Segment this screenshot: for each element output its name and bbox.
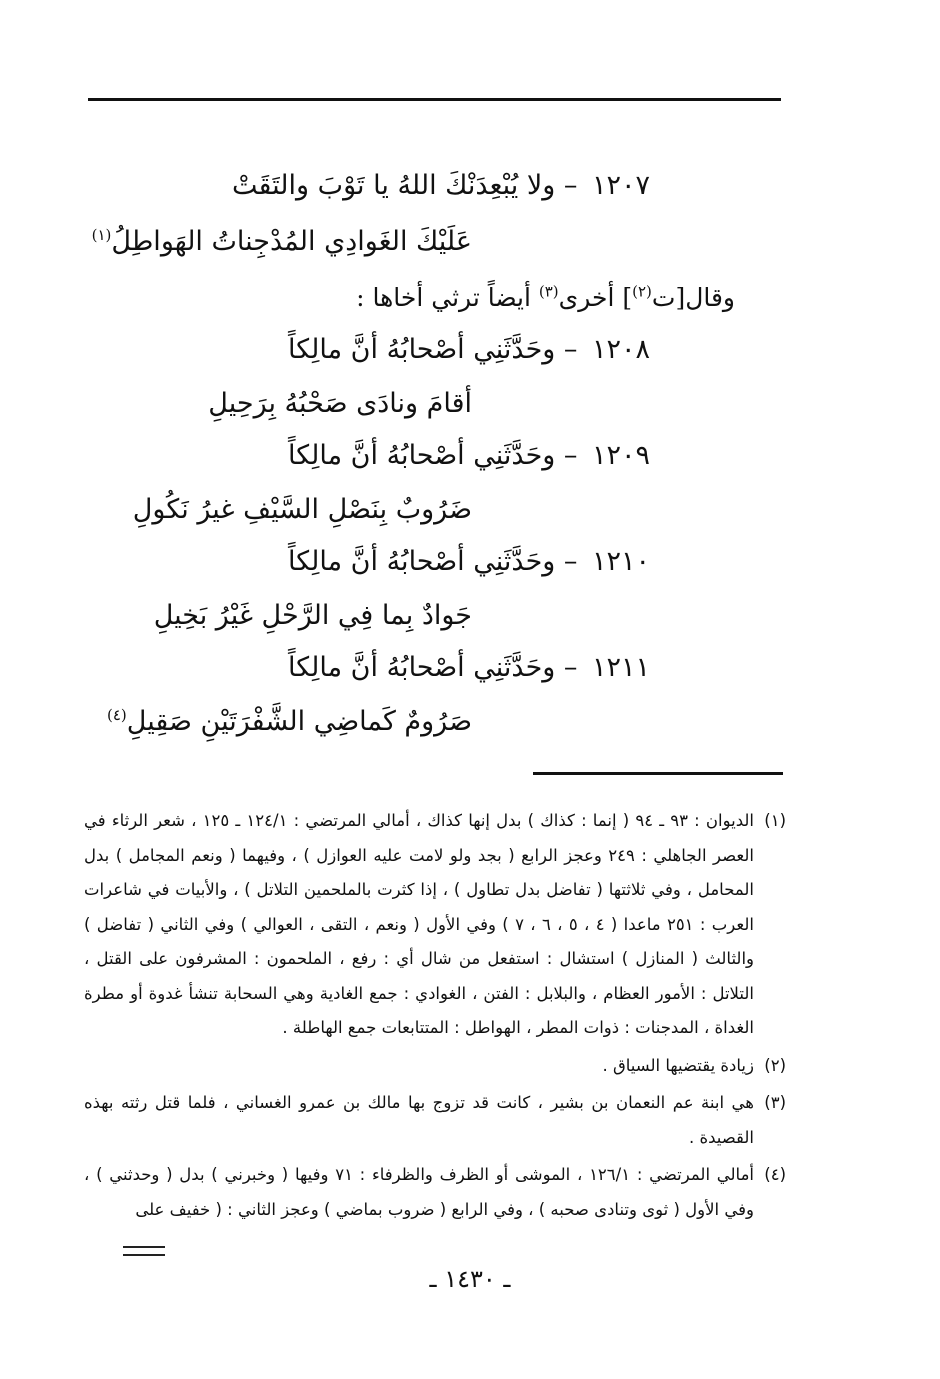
continuation-mark (123, 1246, 165, 1256)
footnote-ref: (١) (91, 226, 112, 244)
footnote-ref: (٢) (632, 282, 652, 301)
intro-text-3: أيضاً ترثي أخاها : (356, 283, 539, 312)
verse-1208-second (208, 384, 472, 424)
footnote-number: (٤) (764, 1165, 786, 1184)
verse-number: ١٢١١ (591, 652, 650, 683)
verse-1211-first: ١٢١١ – وحَدَّثَنِي أصْحابُهُ أنَّ مالِكاً (288, 652, 650, 683)
verse-number: ١٢٠٧ (591, 170, 650, 201)
footnote-number: (٢) (764, 1055, 786, 1075)
footnote-3 (84, 1086, 786, 1155)
footnote-2 (84, 1049, 786, 1084)
verse-number: ١٢١٠ (591, 546, 650, 577)
footnote-number: (٣) (764, 1093, 786, 1112)
verse-hemistich-second: صَرُومٌ كَماضِي الشَّفْرَتَيْنِ صَقِيلِ (126, 706, 472, 737)
intro-text-1: وقال[ت (651, 283, 735, 312)
verse-number: ١٢٠٨ (591, 334, 650, 365)
intro-line (356, 278, 735, 318)
footnote-text: هي ابنة عم النعمان بن بشير ، كانت قد تزوج بها مالك بن عمرو الغساني ، فلما قتل رثته بهذه القصيدة . (84, 1093, 754, 1147)
footnote-ref: (٤) (107, 706, 127, 724)
page-number: ـ ١٤٣٠ ـ (429, 1265, 511, 1293)
verse-1210-second (154, 596, 472, 636)
verse-hemistich-second: جَوادٌ بِما فِي الرَّحْلِ غَيْرُ بَخِيلِ (153, 600, 472, 631)
verse-hemistich-second: أقامَ ونادَى صَحْبُهُ بِرَحِيلِ (208, 388, 472, 419)
verse-hemistich-first: وحَدَّثَنِي أصْحابُهُ أنَّ مالِكاً (288, 652, 556, 683)
footnote-4 (84, 1158, 786, 1227)
verse-hemistich-first: وحَدَّثَنِي أصْحابُهُ أنَّ مالِكاً (288, 546, 556, 577)
footnote-text: زيادة يقتضيها السياق . (602, 1055, 754, 1075)
verse-hemistich-first: وحَدَّثَنِي أصْحابُهُ أنَّ مالِكاً (288, 334, 556, 365)
intro-text-2: ] أخرى (558, 283, 633, 312)
verse-hemistich-second: عَلَيْكَ الغَوادِي المُدْجِناتُ الهَواطِلُ (111, 226, 472, 257)
verse-hemistich-first: وحَدَّثَنِي أصْحابُهُ أنَّ مالِكاً (288, 440, 556, 471)
footnote-text: الديوان : ٩٣ ـ ٩٤ ( إنما : كذاك ) بدل إنها كذاك ، أمالي المرتضي : ١٢٤/١ ـ ١٢٥ ، شعر الرثاء في العصر الجاهلي : ٢٤٩ وعجز الرابع ( بجد ولو لامت عليه العوازل ) ، وفيهما ( ونعم المجامل ) بدل المحامل ، وفي ثلاثتها ( تفاضل بدل تطاول ) ، إذا كثرت بالملحمين التلاتل ) ، والأبيات في شاعرات العرب : ٢٥١ ماعدا ( ٤ ، ٥ ، ٦ ، ٧ ) وفي الأول ( ونعم ، التقى ، العوالي ) وفي الثاني ( تفاضل ) والثالث ( المنازل ) استشال : استفعل من شال أي : رفع ، الملحمون : المشرفون على القتل ، التلاتل : الأمور العظام ، والبلابل : الفتن ، الغوادي : جمع الغادية وهي السحابة تنشأ غدوة أو مطرة الغداة ، المدجنات : ذوات المطر ، الهواطل : المتتابعات جمع الهاطلة . (84, 811, 754, 1037)
footnote-ref: (٣) (538, 282, 559, 301)
verse-1211-second (107, 702, 472, 742)
verse-1207-second (92, 222, 472, 262)
verse-1207-first: ١٢٠٧ – ولا يُبْعِدَنْكَ اللهُ يا تَوْبَ والتَقَتْ (231, 170, 650, 201)
footnote-1 (84, 804, 786, 1046)
footnote-number: (١) (764, 811, 786, 830)
verse-hemistich-first: ولا يُبْعِدَنْكَ اللهُ يا تَوْبَ والتَقَتْ (231, 170, 556, 201)
verse-1210-first: ١٢١٠ – وحَدَّثَنِي أصْحابُهُ أنَّ مالِكاً (288, 546, 650, 577)
verse-1209-second (133, 490, 472, 530)
footnotes (84, 804, 786, 1230)
footnote-text: أمالي المرتضي : ١٢٦/١ ، الموشى أو الظرف والظرفاء : ٧١ وفيها ( وخبرني ) بدل ( وحدثني ) ، وفي الأول ( ثوى وتنادى صحبه ) ، وفي الرابع ( ضروب بماضي ) وعجز الثاني : ( خفيف على (84, 1165, 754, 1219)
verse-1208-first: ١٢٠٨ – وحَدَّثَنِي أصْحابُهُ أنَّ مالِكاً (288, 334, 650, 365)
verse-1209-first: ١٢٠٩ – وحَدَّثَنِي أصْحابُهُ أنَّ مالِكاً (288, 440, 650, 471)
verse-number: ١٢٠٩ (591, 440, 650, 471)
top-rule (88, 98, 781, 101)
footnote-rule (533, 772, 783, 775)
verse-hemistich-second: ضَرُوبٌ بِنَصْلِ السَّيْفِ غيرُ نَكُولِ (132, 494, 472, 525)
